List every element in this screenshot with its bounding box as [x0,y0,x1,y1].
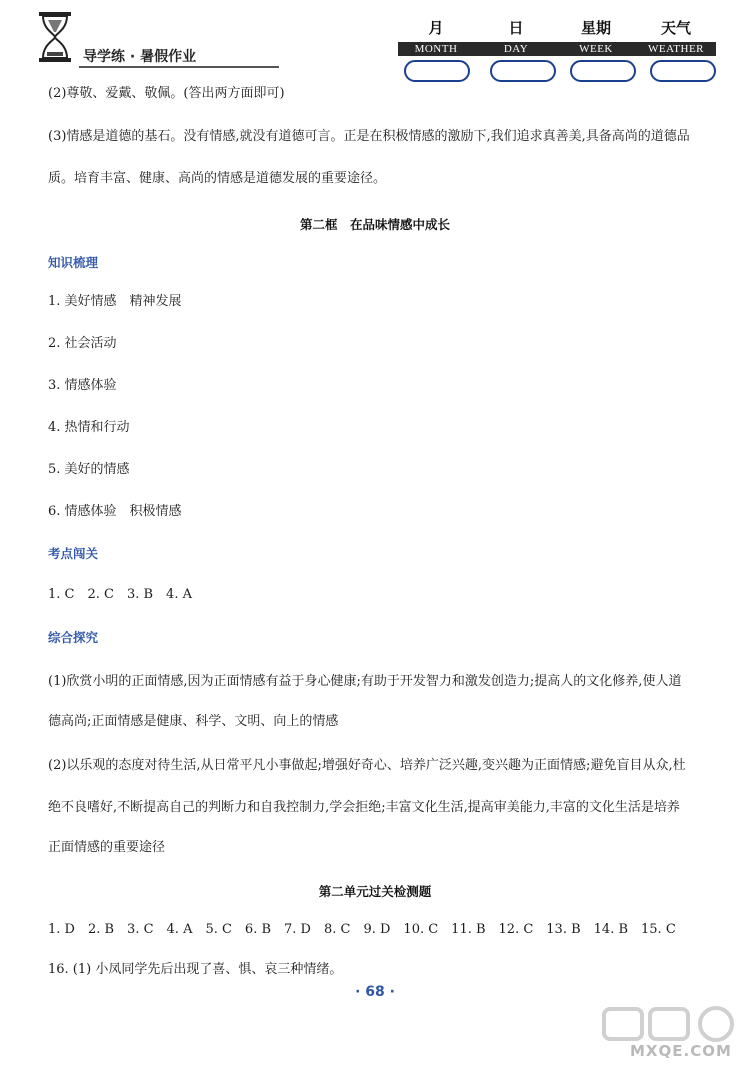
brand-title: 导学练 · 暑假作业 [83,49,197,65]
explore-line: 正面情感的重要途径 [48,840,166,855]
date-week [558,18,634,38]
knowledge-item: 4. 热情和行动 [48,420,130,435]
date-week-label: 星期 [580,19,611,37]
answer-line: 质。培育丰富、健康、高尚的情感是道德发展的重要途径。 [48,171,387,186]
explore-line: (1)欣赏小明的正面情感,因为正面情感有益于身心健康;有助于开发智力和激发创造力;提高人的文化修养,使人道 [48,674,682,689]
knowledge-item: 2. 社会活动 [48,336,117,351]
hourglass-icon [35,10,75,64]
week-input[interactable] [570,60,636,82]
unit-answers: 1. D 2. B 3. C 4. A 5. C 6. B 7. D 8. C 9. D 10. C 11. B 12. C 13. B 14. B 15. C [48,922,676,937]
section-title: 第二单元过关检测题 [318,884,432,899]
knowledge-item: 3. 情感体验 [48,378,117,393]
date-day-en: DAY [503,43,529,55]
date-month [398,18,474,38]
explore-line: 绝不良嗜好,不断提高自己的判断力和自我控制力,学会拒绝;丰富文化生活,提高审美能力,丰富的文化生活是培养 [48,800,680,815]
date-weather [638,18,714,38]
date-weather-label: 天气 [660,19,691,37]
date-day [478,18,554,38]
date-month-en: MONTH [414,43,458,55]
month-input[interactable] [404,60,470,82]
date-day-label: 日 [508,19,524,37]
knowledge-item: 5. 美好的情感 [48,462,130,477]
knowledge-item: 1. 美好情感 精神发展 [48,294,182,309]
answer-line: (2)尊敬、爱戴、敬佩。(答出两方面即可) [48,86,285,101]
exam-answers: 1. C 2. C 3. B 4. A [48,587,192,602]
day-input[interactable] [490,60,556,82]
date-month-label: 月 [428,19,444,37]
explore-heading: 综合探究 [48,630,99,645]
explore-line: (2)以乐观的态度对待生活,从日常平凡小事做起;增强好奇心、培养广泛兴趣,变兴趣为正面情感;避免盲目从众,杜 [48,758,686,773]
section-title: 第二框 在品味情感中成长 [299,217,450,232]
question-16: 16. (1) 小凤同学先后出现了喜、惧、哀三种情绪。 [48,962,343,977]
date-weather-en: WEATHER [647,43,705,55]
date-week-en: WEEK [579,43,613,55]
weather-input[interactable] [650,60,716,82]
date-header [398,18,716,88]
brand-underline [79,66,279,68]
answer-line: (3)情感是道德的基石。没有情感,就没有道德可言。正是在积极情感的激励下,我们追求真善美,具备高尚的道德品 [48,129,690,144]
explore-line: 德高尚;正面情感是健康、科学、文明、向上的情感 [48,714,339,729]
brand-logo [35,8,295,70]
exam-heading: 考点闯关 [48,546,99,561]
page-number: · 68 · [355,984,395,1000]
knowledge-item: 6. 情感体验 积极情感 [48,504,182,519]
knowledge-heading: 知识梳理 [48,255,99,270]
watermark-text: MXQE.COM [630,1042,732,1060]
